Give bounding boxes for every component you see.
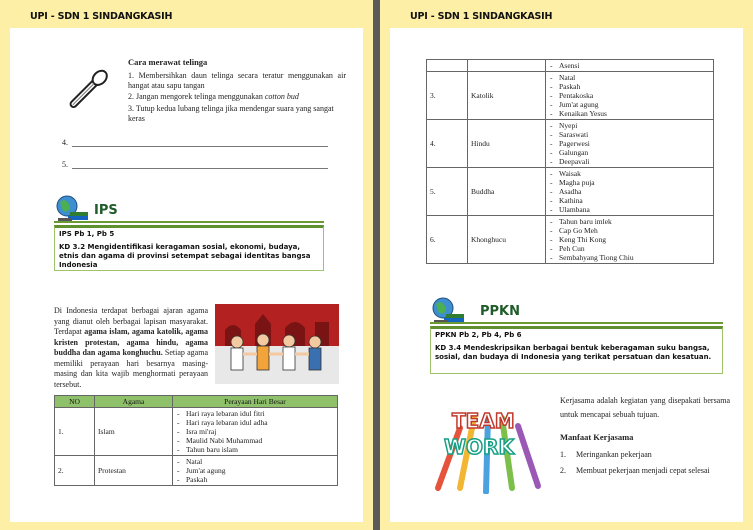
row-no: 2. [55, 456, 95, 486]
ips-underline [54, 221, 324, 223]
holiday-item: - Tahun baru islam [176, 445, 334, 454]
ear-care-item-3: 3. Tutup kedua lubang telinga jika mendengar suara yang sangat keras [128, 104, 334, 123]
ppkn-code: PPKN Pb 2, Pb 4, Pb 6 [435, 331, 522, 339]
holiday-item: - Galungan [549, 148, 710, 157]
holiday-item: - Jum'at agung [176, 466, 334, 475]
row-perayaan [173, 456, 338, 486]
holiday-item: - Pagerwesi [549, 139, 710, 148]
row-perayaan [546, 72, 714, 120]
holiday-item: - Pentakoska [549, 91, 710, 100]
holiday-item: - Keng Thi Kong [549, 235, 710, 244]
holiday-item: - Asensi [549, 61, 710, 70]
holiday-item: - Hari raya lebaran idul fitri [176, 409, 334, 418]
row-no [427, 60, 468, 72]
holiday-item: - Ulambana [549, 205, 710, 214]
holiday-table-left [54, 395, 338, 486]
holiday-item: - Natal [176, 457, 334, 466]
holiday-item: - Waisak [549, 169, 710, 178]
row-agama: Buddha [468, 168, 546, 216]
ear-care-title: Cara merawat telinga [128, 57, 208, 67]
table-row [427, 168, 714, 216]
right-page [380, 0, 753, 530]
ips-code: IPS Pb 1, Pb 5 [59, 230, 115, 238]
holiday-item: - Hari raya lebaran idul adha [176, 418, 334, 427]
manfaat-title: Manfaat Kerjasama [560, 432, 634, 442]
row-perayaan [173, 408, 338, 456]
table-row [427, 216, 714, 264]
holiday-item: - Nyepi [549, 121, 710, 130]
holiday-item: - Kathina [549, 196, 710, 205]
row-agama: Protestan [95, 456, 173, 486]
col-agama: Agama [95, 396, 173, 408]
ppkn-title: PPKN [480, 304, 521, 319]
row-perayaan [546, 60, 714, 72]
cotton-bud-icon [58, 62, 116, 122]
row-agama [468, 60, 546, 72]
row-no: 5. [427, 168, 468, 216]
ear-care-item-1: 1. Membersihkan daun telinga secara teratur menggunakan air hangat atau sapu tangan [128, 71, 346, 90]
row-perayaan [546, 120, 714, 168]
ips-title: IPS [94, 203, 118, 218]
holiday-item: - Peh Cun [549, 244, 710, 253]
row-no: 6. [427, 216, 468, 264]
holiday-item: - Maulid Nabi Muhammad [176, 436, 334, 445]
blank-4-label: 4. [62, 138, 68, 147]
holiday-item: - Asadha [549, 187, 710, 196]
blank-5-label: 5. [62, 160, 68, 169]
table-row [55, 456, 338, 486]
left-sheet [10, 28, 363, 522]
left-page [0, 0, 373, 530]
holiday-item: - Natal [549, 73, 710, 82]
row-agama: Katolik [468, 72, 546, 120]
col-no: NO [55, 396, 95, 408]
ppkn-kd-box [430, 326, 723, 374]
page-header: UPI - SDN 1 SINDANGKASIH [410, 11, 553, 22]
row-perayaan [546, 216, 714, 264]
row-agama: Islam [95, 408, 173, 456]
work-word: WORK [444, 435, 514, 459]
manfaat-item-1: 1. Meringankan pekerjaan [560, 450, 652, 459]
row-perayaan [546, 168, 714, 216]
row-no: 1. [55, 408, 95, 456]
table-row [427, 60, 714, 72]
teamwork-description: Kerjasama adalah kegiatan yang disepakati bersama untuk mencapai sebuah tujuan. [560, 396, 730, 419]
holiday-item: - Jum'at agung [549, 100, 710, 109]
religions-illustration [215, 304, 339, 384]
ppkn-underline [430, 322, 723, 324]
holiday-item: - Kenaikan Yesus [549, 109, 710, 118]
holiday-item: - Paskah [549, 82, 710, 91]
globe-books-icon [54, 194, 90, 224]
table-row [427, 72, 714, 120]
ear-care-item-2: 2. Jangan mengorek telinga menggunakan cotton bud [128, 92, 299, 101]
blank-4-line [72, 146, 328, 147]
row-agama: Hindu [468, 120, 546, 168]
manfaat-item-2: 2. Membuat pekerjaan menjadi cepat selesai [560, 466, 710, 475]
holiday-item: - Isra mi'raj [176, 427, 334, 436]
holiday-item: - Saraswati [549, 130, 710, 139]
row-no: 3. [427, 72, 468, 120]
ips-kd-box [54, 225, 324, 271]
right-sheet [390, 28, 743, 522]
table-row [55, 408, 338, 456]
holiday-item: - Deepavali [549, 157, 710, 166]
col-perayaan: Perayaan Hari Besar [173, 396, 338, 408]
row-no: 4. [427, 120, 468, 168]
holiday-item: - Sembahyang Tiong Chiu [549, 253, 710, 262]
team-word: TEAM [452, 409, 515, 433]
row-agama: Khonghucu [468, 216, 546, 264]
ppkn-kd-text: KD 3.4 Mendeskripsikan berbagai bentuk keberagaman suku bangsa, sosial, dan budaya di Indonesia yang terikat persatuan dan kesatuan. [435, 344, 712, 361]
holiday-item: - Tahun baru imlek [549, 217, 710, 226]
holiday-item: - Magha puja [549, 178, 710, 187]
teamwork-illustration [430, 388, 548, 494]
holiday-table-right [426, 59, 714, 264]
table-row [427, 120, 714, 168]
ips-kd-text: KD 3.2 Mengidentifikasi keragaman sosial, ekonomi, budaya, etnis dan agama di provinsi setempat sebagai identitas bangsa Indonesia [59, 243, 311, 269]
religion-paragraph: Di Indonesia terdapat berbagai ajaran agama yang dianut oleh berbagai lapisan masyarakat. Terdapat agama islam, agama katolik, agama kristen protestan, agama hindu, agama buddha dan agama konghuchu. Setiap agama memiliki perayaan hari besarnya masing-masing dan kita wajib menghormati perayaan tersebut. [54, 306, 208, 389]
holiday-item: - Cap Go Meh [549, 226, 710, 235]
holiday-item: - Paskah [176, 475, 334, 484]
page-header: UPI - SDN 1 SINDANGKASIH [30, 11, 173, 22]
blank-5-line [72, 168, 328, 169]
